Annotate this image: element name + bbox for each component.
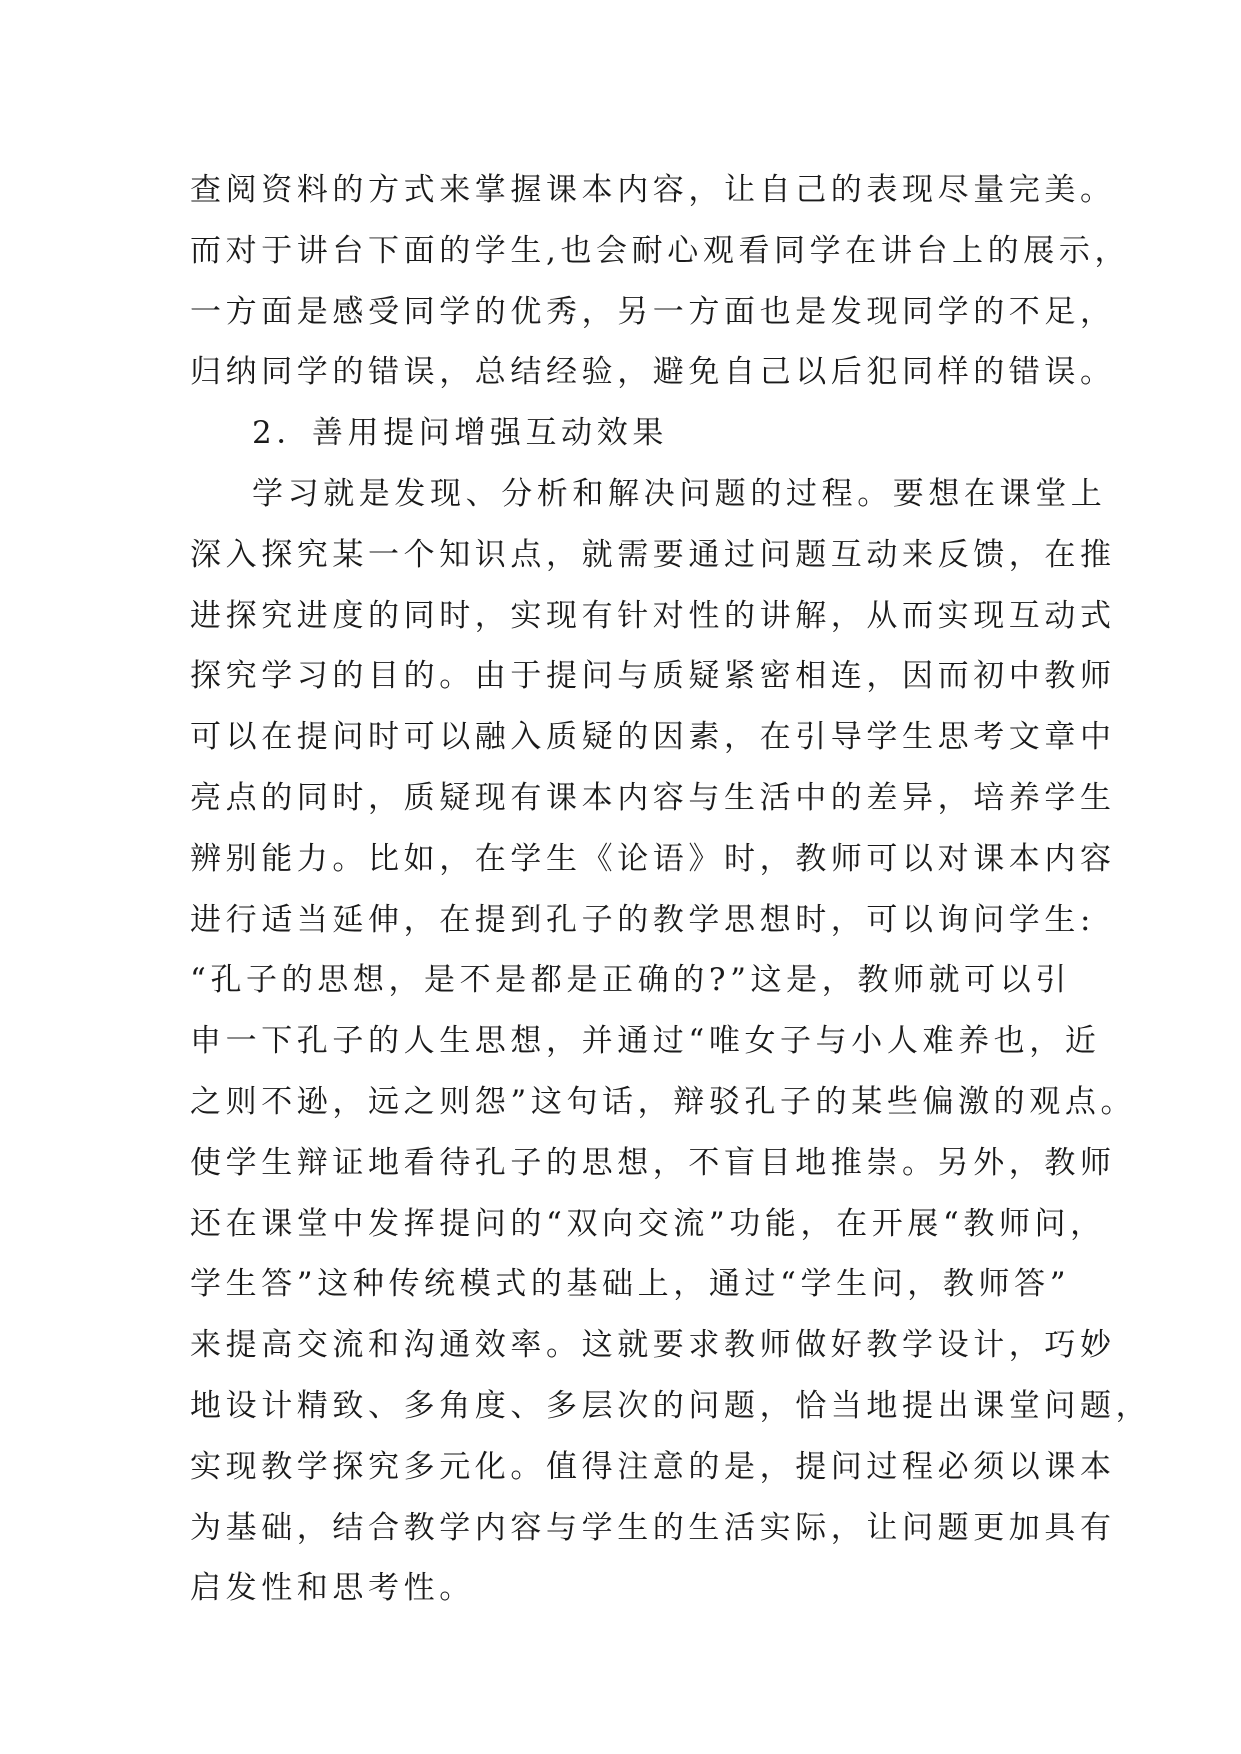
text-line: 为基础，结合教学内容与学生的生活实际，让问题更加具有: [190, 1509, 1116, 1546]
text-line: 地设计精致、多角度、多层次的问题，恰当地提出课堂问题，: [190, 1387, 1152, 1424]
text-line: 可以在提问时可以融入质疑的因素，在引导学生思考文章中: [190, 719, 1116, 756]
text-line: 使学生辩证地看待孔子的思想，不盲目地推崇。另外，教师: [190, 1144, 1116, 1181]
text-line: 学生答”这种传统模式的基础上，通过“学生问，教师答”: [190, 1266, 1071, 1303]
text-line: 而对于讲台下面的学生,也会耐心观看同学在讲台上的展示，: [190, 232, 1131, 269]
document-body: [190, 160, 1152, 1619]
text-line: 还在课堂中发挥提问的“双向交流”功能，在开展“教师问，: [190, 1205, 1106, 1242]
text-line: “孔子的思想，是不是都是正确的?”这是，教师就可以引: [190, 962, 1071, 999]
text-line: 进行适当延伸，在提到孔子的教学思想时，可以询问学生:: [190, 901, 1096, 938]
text-line: 学习就是发现、分析和解决问题的过程。要想在课堂上: [252, 475, 1107, 512]
text-line: 之则不逊，远之则怨”这句话，辩驳孔子的某些偏激的观点。: [190, 1083, 1137, 1120]
section-heading: 2．善用提问增强互动效果: [252, 415, 668, 452]
text-line: 启发性和思考性。: [190, 1570, 475, 1607]
text-line: 实现教学探究多元化。值得注意的是，提问过程必须以课本: [190, 1448, 1116, 1485]
text-line: 亮点的同时，质疑现有课本内容与生活中的差异，培养学生: [190, 779, 1116, 816]
text-line: 一方面是感受同学的优秀，另一方面也是发现同学的不足，: [190, 293, 1116, 330]
text-line: 深入探究某一个知识点，就需要通过问题互动来反馈，在推: [190, 536, 1116, 573]
text-line: 探究学习的目的。由于提问与质疑紧密相连，因而初中教师: [190, 658, 1116, 695]
text-line: 申一下孔子的人生思想，并通过“唯女子与小人难养也，近: [190, 1023, 1101, 1060]
text-line: 来提高交流和沟通效率。这就要求教师做好教学设计，巧妙: [190, 1327, 1116, 1364]
text-line: 辨别能力。比如，在学生《论语》时，教师可以对课本内容: [190, 840, 1116, 877]
text-line: 查阅资料的方式来掌握课本内容，让自己的表现尽量完美。: [190, 172, 1116, 208]
text-line: 归纳同学的错误，总结经验，避免自己以后犯同样的错误。: [190, 354, 1116, 391]
text-line: 进探究进度的同时，实现有针对性的讲解，从而实现互动式: [190, 597, 1116, 634]
